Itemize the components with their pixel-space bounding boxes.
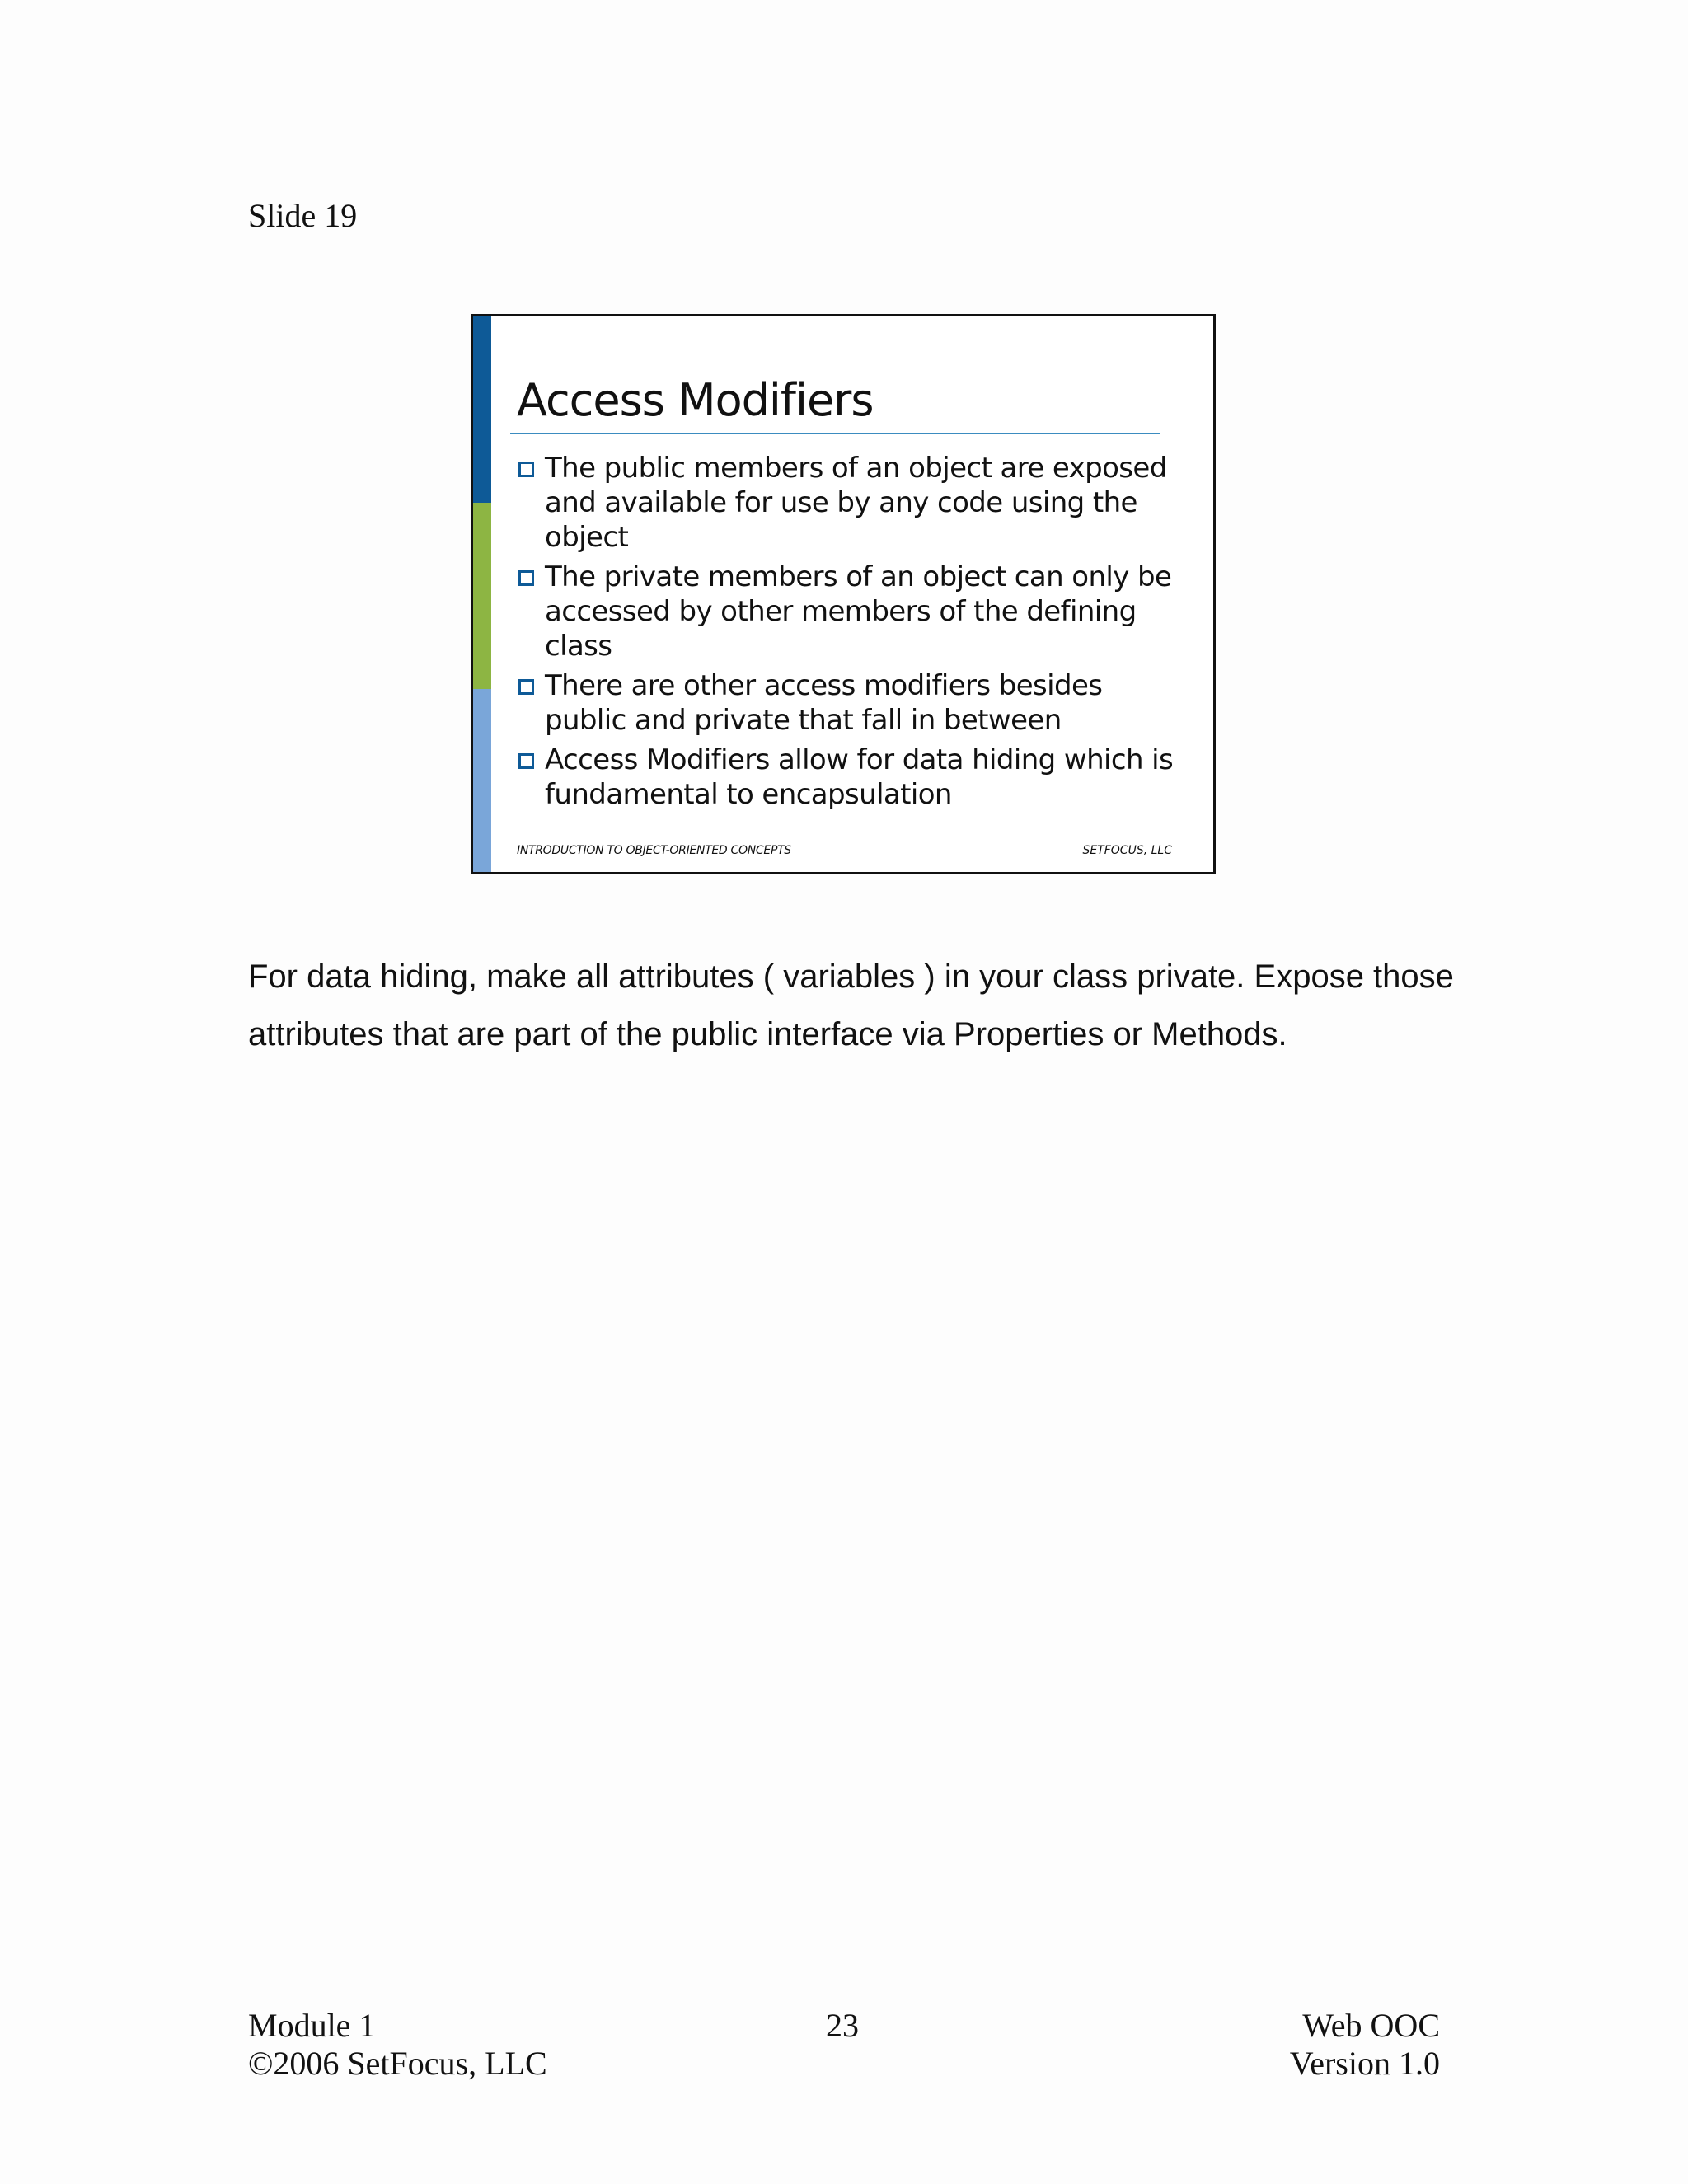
accent-bar-blue xyxy=(473,316,491,503)
page-footer-right xyxy=(1290,2007,1440,2083)
square-bullet-icon xyxy=(518,570,534,586)
page-footer-center xyxy=(826,2007,859,2045)
slide-number-label: Slide 19 xyxy=(248,197,358,234)
bullet-item xyxy=(518,668,1178,738)
page-number: 23 xyxy=(826,2007,859,2044)
bullet-text: There are other access modifiers besides public and private that fall in between xyxy=(545,669,1103,737)
slide-title: Access Modifiers xyxy=(517,374,874,426)
slide-footer-company: SETFOCUS, LLC xyxy=(1082,844,1172,857)
accent-bar-light-blue xyxy=(473,689,491,874)
title-underline xyxy=(510,433,1160,434)
bullet-item xyxy=(518,743,1178,812)
speaker-note: For data hiding, make all attributes ( variables ) in your class private. Expose those attributes that are part of the public interface via Properties or Methods. xyxy=(248,958,1454,1052)
slide-footer-course-title: INTRODUCTION TO OBJECT-ORIENTED CONCEPTS xyxy=(517,844,791,857)
slide-thumbnail xyxy=(471,314,1216,874)
footer-version: Version 1.0 xyxy=(1289,2045,1440,2082)
square-bullet-icon xyxy=(518,679,534,695)
bullet-text: Access Modifiers allow for data hiding which is fundamental to encapsulation xyxy=(545,743,1174,811)
square-bullet-icon xyxy=(518,462,534,477)
accent-bar-green xyxy=(473,503,491,689)
bullet-text: The public members of an object are exposed and available for use by any code using the object xyxy=(545,452,1167,554)
footer-module: Module 1 xyxy=(248,2007,376,2044)
bullet-text: The private members of an object can only be accessed by other members of the defining class xyxy=(545,560,1172,663)
footer-course: Web OOC xyxy=(1302,2007,1440,2044)
square-bullet-icon xyxy=(518,753,534,769)
bullet-list xyxy=(518,451,1178,817)
page-footer-left xyxy=(248,2007,547,2083)
bullet-item xyxy=(518,560,1178,663)
footer-copyright: ©2006 SetFocus, LLC xyxy=(248,2045,547,2082)
bullet-item xyxy=(518,451,1178,555)
slide-accent-bar xyxy=(473,316,491,872)
